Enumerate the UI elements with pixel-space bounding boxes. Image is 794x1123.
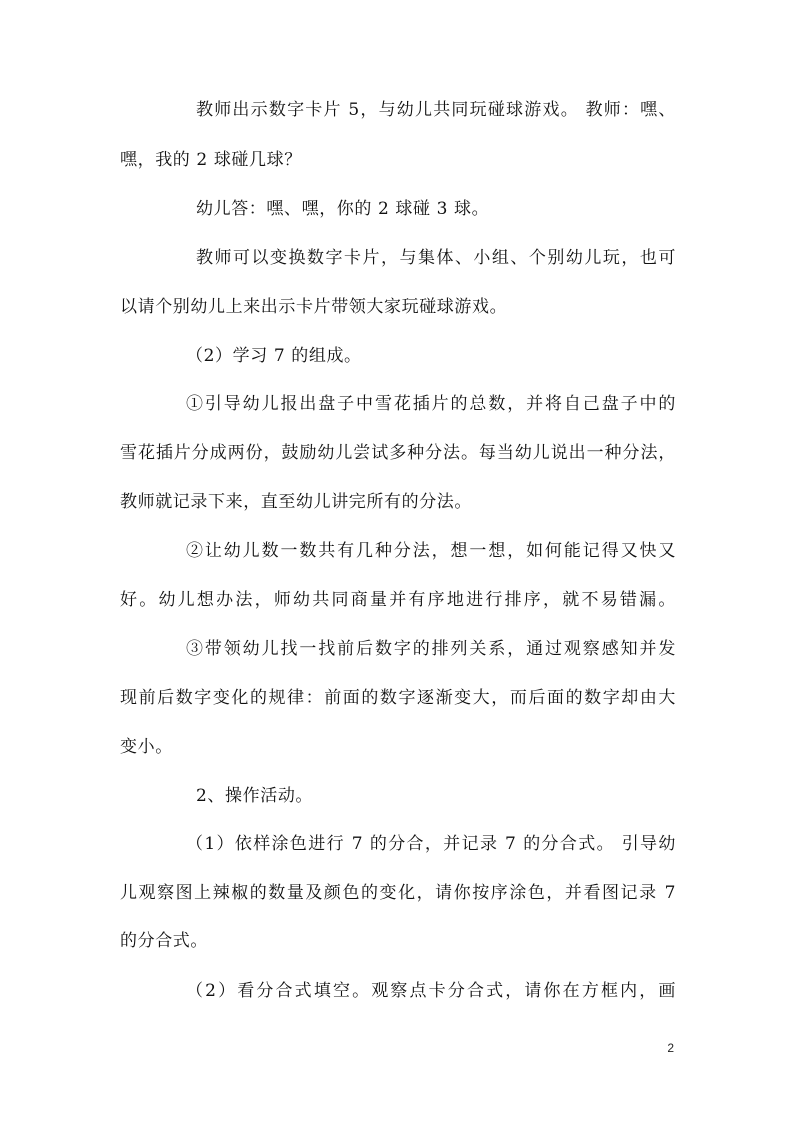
text-line-10: ②让幼儿数一数共有几种分法，想一想，如何能记得又快又 xyxy=(186,541,676,561)
text-line-5: 以请个别幼儿上来出示卡片带领大家玩碰球游戏。 xyxy=(120,297,508,317)
text-line-6: （2）学习 7 的组成。 xyxy=(186,346,362,366)
text-line-16: （1）依样涂色进行 7 的分合，并记录 7 的分合式。 引导幼 xyxy=(186,834,676,854)
text-line-4: 教师可以变换数字卡片，与集体、小组、个别幼儿玩，也可 xyxy=(196,248,676,268)
text-line-18: 的分合式。 xyxy=(120,931,208,951)
text-line-15: 2、操作活动。 xyxy=(196,786,314,806)
text-line-1: 教师出示数字卡片 5，与幼儿共同玩碰球游戏。 教师：嘿、 xyxy=(196,100,676,120)
page-number: 2 xyxy=(667,1041,674,1055)
text-line-2: 嘿，我的 2 球碰几球？ xyxy=(120,150,302,170)
text-line-3: 幼儿答：嘿、嘿，你的 2 球碰 3 球。 xyxy=(196,199,490,219)
text-line-17: 儿观察图上辣椒的数量及颜色的变化，请你按序涂色，并看图记录 7 xyxy=(120,883,676,903)
text-line-13: 现前后数字变化的规律：前面的数字逐渐变大，而后面的数字却由大 xyxy=(120,688,676,708)
text-line-11: 好。幼儿想办法，师幼共同商量并有序地进行排序，就不易错漏。 xyxy=(120,590,676,610)
text-line-7: ①引导幼儿报出盘子中雪花插片的总数，并将自己盘子中的 xyxy=(186,394,676,414)
text-line-8: 雪花插片分成两份，鼓励幼儿尝试多种分法。每当幼儿说出一种分法， xyxy=(120,443,676,463)
text-line-9: 教师就记录下来，直至幼儿讲完所有的分法。 xyxy=(120,492,472,512)
text-line-14: 变小。 xyxy=(120,737,173,757)
text-line-12: ③带领幼儿找一找前后数字的排列关系，通过观察感知并发 xyxy=(186,639,676,659)
text-line-19: （2）看分合式填空。观察点卡分合式，请你在方框内，画 xyxy=(186,981,676,1001)
